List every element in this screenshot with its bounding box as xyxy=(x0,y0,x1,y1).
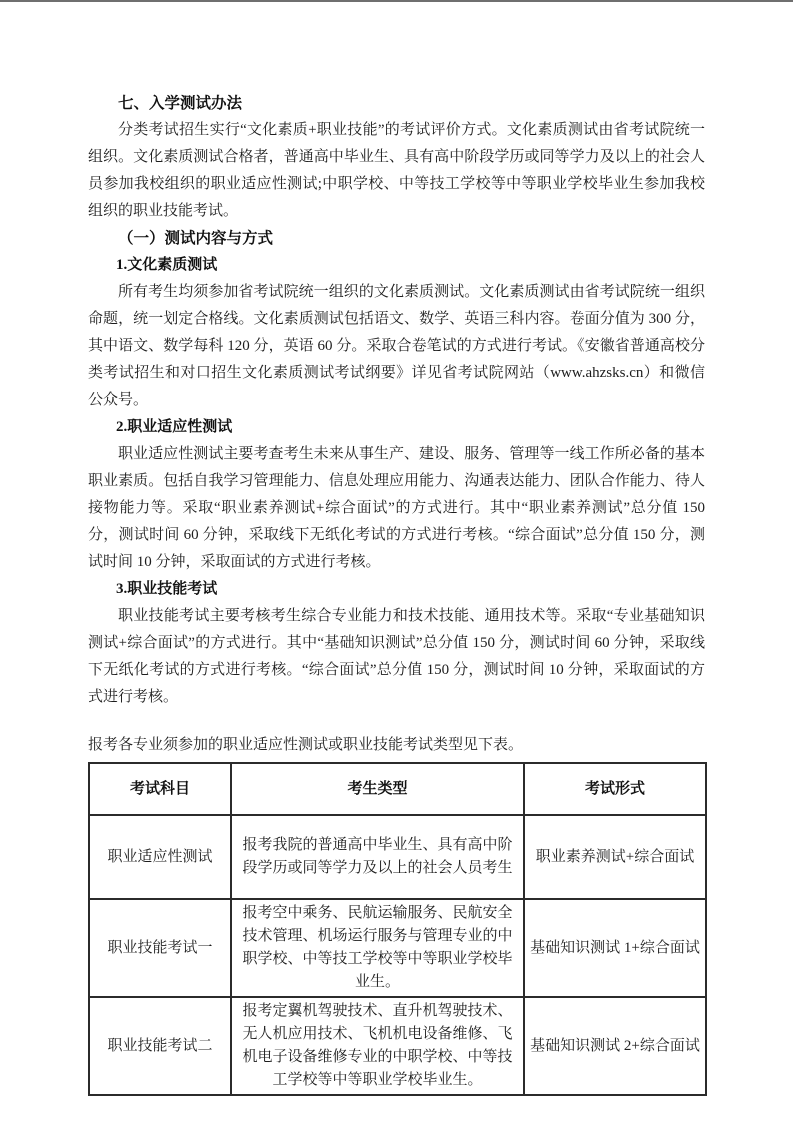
table-row xyxy=(89,997,706,1095)
paragraph-vocational-skill-exam: 职业技能考试主要考核考生综合专业能力和技术技能、通用技术等。采取“专业基础知识测试+综合面试”的方式进行。其中“基础知识测试”总分值 150 分，测试时间 60 分钟，采取线下无纸化考试的方式进行考核。“综合面试”总分值 150 分，测试时间 10 分钟，采取面试的方式进行考核。 xyxy=(88,608,705,705)
page-top-border xyxy=(0,0,793,2)
table-row xyxy=(89,899,706,997)
cell-format: 基础知识测试 1+综合面试 xyxy=(524,899,706,997)
section-title: 七、入学测试办法 xyxy=(118,95,243,112)
header-exam-subject: 考试科目 xyxy=(89,763,231,815)
exam-type-table xyxy=(88,762,707,1096)
cell-subject: 职业适应性测试 xyxy=(89,815,231,899)
table-row xyxy=(89,815,706,899)
exam-table-header xyxy=(89,763,706,815)
paragraph-vocational-aptitude-test: 职业适应性测试主要考查考生未来从事生产、建设、服务、管理等一线工作所必备的基本职业素质。包括自我学习管理能力、信息处理应用能力、沟通表达能力、团队合作能力、待人接物能力等。采取“职业素养测试+综合面试”的方式进行。其中“职业素养测试”总分值 150 分，测试时间 60 分钟，采取线下无纸化考试的方式进行考核。“综合面试”总分值 150 分，测试时间 10 分钟，采取面试的方式进行考核。 xyxy=(88,446,705,570)
header-candidate-type: 考生类型 xyxy=(231,763,524,815)
cell-candidates: 报考空中乘务、民航运输服务、民航安全技术管理、机场运行服务与管理专业的中职学校、中等技工学校等中等职业学校毕业生。 xyxy=(231,899,524,997)
table-intro-line: 报考各专业须参加的职业适应性测试或职业技能考试类型见下表。 xyxy=(88,737,524,753)
heading-vocational-aptitude-test: 2.职业适应性测试 xyxy=(116,419,233,435)
cell-candidates: 报考定翼机驾驶技术、直升机驾驶技术、无人机应用技术、飞机机电设备维修、飞机电子设备维修专业的中职学校、中等技工学校等中等职业学校毕业生。 xyxy=(231,997,524,1095)
subsection-heading-test-content: （一）测试内容与方式 xyxy=(118,230,274,247)
table-header-row xyxy=(89,763,706,815)
cell-subject: 职业技能考试二 xyxy=(89,997,231,1095)
cell-candidates: 报考我院的普通高中毕业生、具有高中阶段学历或同等学力及以上的社会人员考生 xyxy=(231,815,524,899)
heading-vocational-skill-exam: 3.职业技能考试 xyxy=(116,581,218,597)
cell-format: 职业素养测试+综合面试 xyxy=(524,815,706,899)
cell-format: 基础知识测试 2+综合面试 xyxy=(524,997,706,1095)
intro-paragraph: 分类考试招生实行“文化素质+职业技能”的考试评价方式。文化素质测试由省考试院统一组织。文化素质测试合格者，普通高中毕业生、具有高中阶段学历或同等学力及以上的社会人员参加我校组织的职业适应性测试;中职学校、中等技工学校等中等职业学校毕业生参加我校组织的职业技能考试。 xyxy=(88,122,705,219)
heading-culture-quality-test: 1.文化素质测试 xyxy=(116,257,218,273)
paragraph-culture-quality-test: 所有考生均须参加省考试院统一组织的文化素质测试。文化素质测试由省考试院统一组织命题，统一划定合格线。文化素质测试包括语文、数学、英语三科内容。卷面分值为 300 分，其中语文、数学每科 120 分，英语 60 分。采取合卷笔试的方式进行考试。《安徽省普通高校分类考试招生和对口招生文化素质测试考试纲要》详见省考试院网站（www.ahzsks.cn）和微信公众号。 xyxy=(88,284,705,408)
cell-subject: 职业技能考试一 xyxy=(89,899,231,997)
header-exam-format: 考试形式 xyxy=(524,763,706,815)
